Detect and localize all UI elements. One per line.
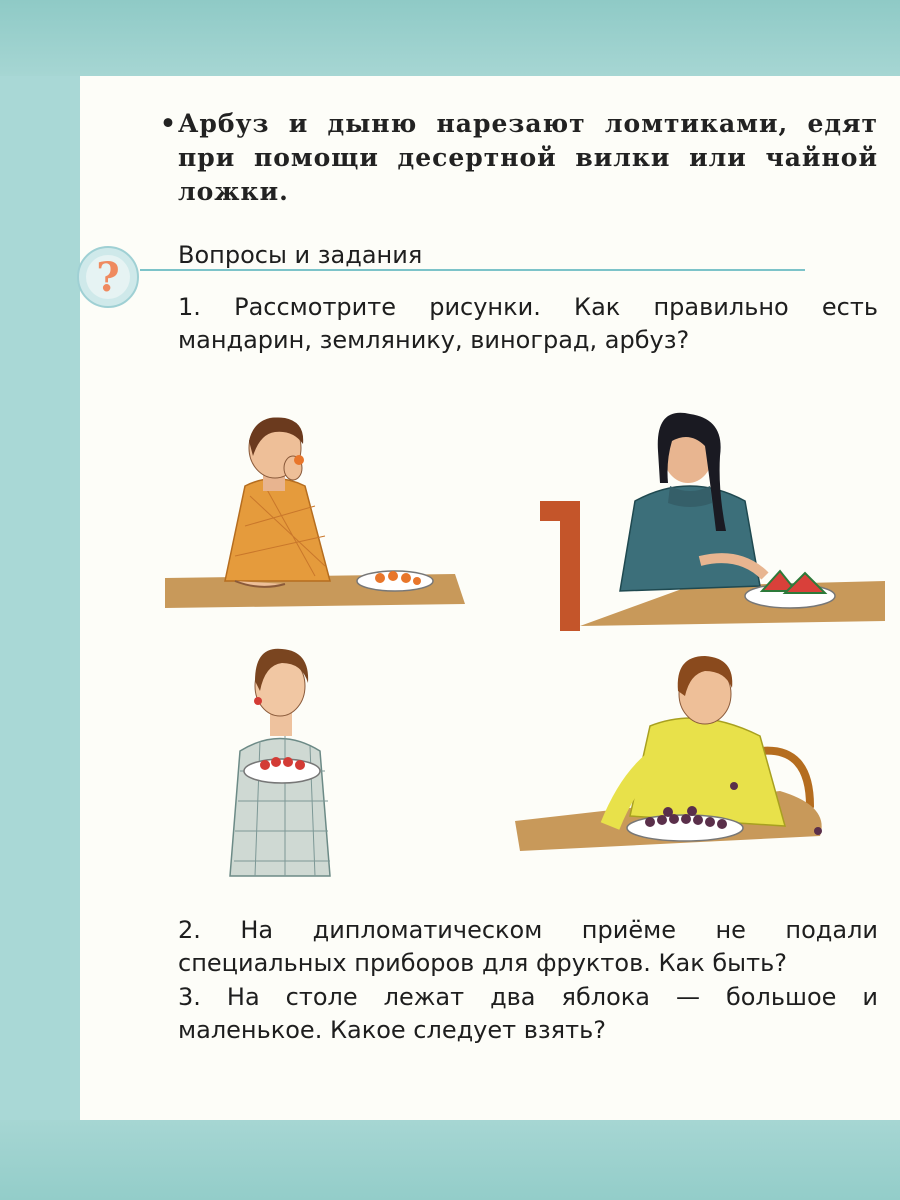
question-3: 3. На столе лежат два яблока — большое и маленькое. Какое следует взять? xyxy=(178,983,878,1044)
textbook-page xyxy=(80,76,900,1120)
bullet-text: Арбуз и дыню нарезают ломтиками, едят при помощи десертной вилки или чайной ложки. xyxy=(178,109,878,206)
illustration-woman-watermelon xyxy=(540,411,885,641)
bullet-paragraph xyxy=(160,107,878,209)
section-divider xyxy=(140,269,805,271)
svg-text:?: ? xyxy=(96,254,120,301)
question-2: 2. На дипломатическом приёме не подали специальных приборов для фруктов. Как быть? xyxy=(178,916,878,977)
illustration-girl-strawberries xyxy=(210,641,410,881)
section-title: Вопросы и задания xyxy=(178,241,423,269)
bottom-border-band xyxy=(0,1120,900,1200)
top-border-band xyxy=(0,0,900,76)
bullet-dot: • xyxy=(160,109,177,138)
question-1: 1. Рассмотрите рисунки. Как правильно есть мандарин, землянику, виноград, арбуз? xyxy=(178,293,878,354)
illustration-girl-tangerine xyxy=(165,416,485,616)
question-mark-icon xyxy=(72,241,144,313)
illustration-boy-grapes xyxy=(510,646,880,861)
